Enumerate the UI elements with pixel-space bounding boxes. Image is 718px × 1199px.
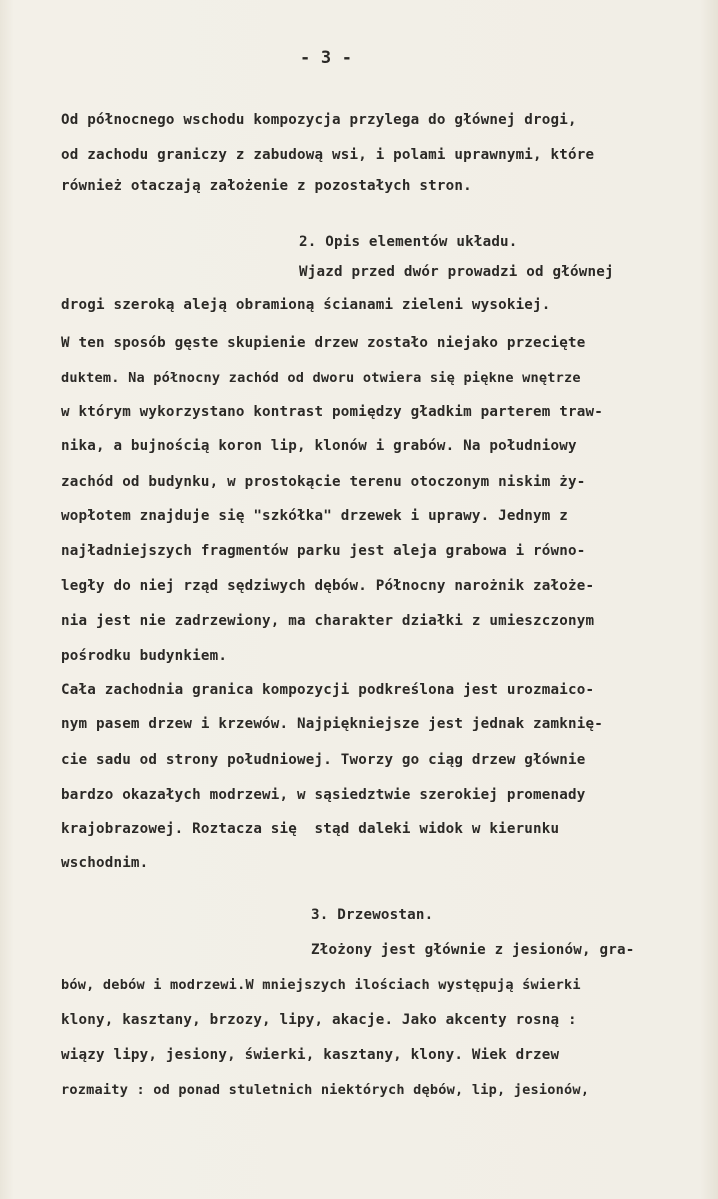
text-line: bardzo okazałych modrzewi, w sąsiedztwie szerokiej promenady: [61, 787, 586, 803]
text-line: drogi szeroką aleją obramioną ścianami zieleni wysokiej.: [61, 297, 551, 313]
text-line: krajobrazowej. Roztacza się stąd daleki widok w kierunku: [61, 821, 560, 837]
text-line: cie sadu od strony południowej. Tworzy go ciąg drzew głównie: [61, 752, 586, 768]
text-line: nym pasem drzew i krzewów. Najpiękniejsze jest jednak zamknię-: [61, 716, 603, 732]
text-line: Wjazd przed dwór prowadzi od głównej: [299, 264, 614, 280]
text-line: legły do niej rząd sędziwych dębów. Północny narożnik założe-: [61, 578, 595, 594]
text-line: nika, a bujnością koron lip, klonów i grabów. Na południowy: [61, 438, 577, 454]
page-number: - 3 -: [300, 48, 353, 68]
text-line: rozmaity : od ponad stuletnich niektórych dębów, lip, jesionów,: [61, 1082, 590, 1098]
text-line: w którym wykorzystano kontrast pomiędzy gładkim parterem traw-: [61, 404, 603, 420]
text-line: wiązy lipy, jesiony, świerki, kasztany, klony. Wiek drzew: [61, 1047, 560, 1063]
text-line: Cała zachodnia granica kompozycji podkreślona jest urozmaico-: [61, 682, 595, 698]
text-line: bów, debów i modrzewi.W mniejszych ilościach występują świerki: [61, 977, 581, 993]
text-line: wschodnim.: [61, 855, 149, 871]
section-heading: 2. Opis elementów układu.: [299, 234, 518, 250]
text-line: najładniejszych fragmentów parku jest aleja grabowa i równo-: [61, 543, 586, 559]
text-line: pośrodku budynkiem.: [61, 648, 228, 664]
text-line: wopłotem znajduje się "szkółka" drzewek i uprawy. Jednym z: [61, 508, 569, 524]
text-line: klony, kasztany, brzozy, lipy, akacje. Jako akcenty rosną :: [61, 1012, 577, 1028]
section-heading: 3. Drzewostan.: [311, 907, 434, 923]
text-line: nia jest nie zadrzewiony, ma charakter działki z umieszczonym: [61, 613, 595, 629]
text-line: duktem. Na północny zachód od dworu otwiera się piękne wnętrze: [61, 370, 581, 386]
text-line: W ten sposób gęste skupienie drzew zostało niejako przecięte: [61, 335, 586, 351]
text-line: Od północnego wschodu kompozycja przylega do głównej drogi,: [61, 112, 577, 128]
text-line: zachód od budynku, w prostokącie terenu otoczonym niskim ży-: [61, 474, 586, 490]
text-line: od zachodu graniczy z zabudową wsi, i polami uprawnymi, które: [61, 147, 595, 163]
text-line: również otaczają założenie z pozostałych stron.: [61, 178, 472, 194]
text-line: Złożony jest głównie z jesionów, gra-: [311, 942, 635, 958]
